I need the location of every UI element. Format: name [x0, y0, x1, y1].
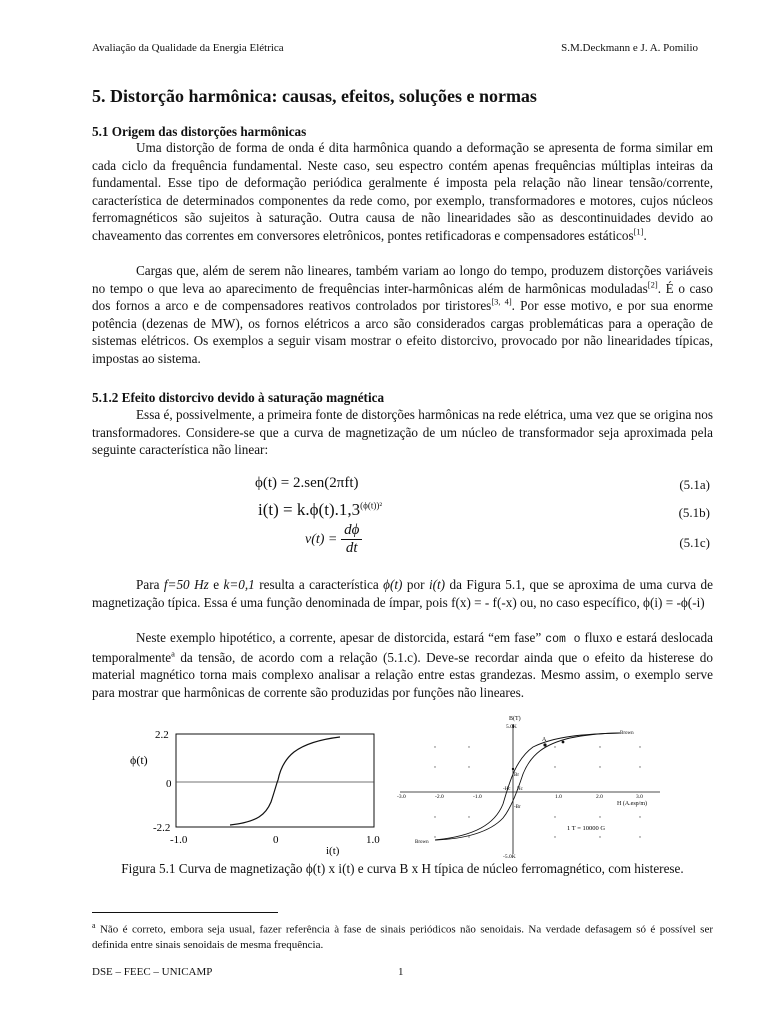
- equation-5-1b: $i(t) = k.\phi(t).1,3^{(\phi(t))^2}$: [258, 500, 383, 519]
- left-xtick-mid: 0: [273, 834, 279, 846]
- magnetization-curve-plot: [118, 722, 393, 857]
- hysteresis-xtick-2: -2.0: [435, 794, 444, 800]
- hysteresis-point-b: [562, 741, 565, 744]
- chapter-title: 5. Distorção harmônica: causas, efeitos, soluções e normas: [92, 86, 537, 106]
- hysteresis-xtick-1: -3.0: [397, 794, 406, 800]
- left-xtick-left: -1.0: [170, 834, 188, 846]
- left-ytick-mid: 0: [166, 778, 172, 790]
- page-number: 1: [398, 966, 404, 978]
- paragraph-loads: Cargas que, além de serem não lineares, também variam ao longo do tempo, produzem distorções variáveis no tempo o que leva ao aparecimento de frequências inter-harmônicas além de harmônicas moduladas[2]. É o caso dos fornos a arco e de compensadores reativos controlados por tiristores[3, 4]. Por esse motivo, e por sua enorme potência (dezenas de MW), os fornos elétricos a arco são considerados cargas problemáticas para a operação de sistemas elétricos. Os exemplos a seguir visam mostrar o efeito distorcivo, provocado por não linearidades típicas, impostas ao sistema.: [92, 263, 713, 366]
- equation-5-1a: ϕ(t) = 2.sen(2πft): [255, 475, 359, 491]
- hysteresis-xtick-4: 1.0: [555, 794, 562, 800]
- hysteresis-label-minus-hc: -Hc: [503, 787, 511, 792]
- hysteresis-ybottom: -5.0K: [503, 854, 516, 860]
- footnote: $^a$ Não é correto, embora seja usual, fazer referência à fase de sinais periódicos não senoidais. Na verdade defasagem só é possível ser definida entre sinais senoidais de mesma frequência.: [92, 921, 713, 951]
- hysteresis-lower-branch: [435, 733, 620, 840]
- hysteresis-xtick-6: 3.0: [636, 794, 643, 800]
- equation-number-5-1b: (5.1b): [678, 505, 710, 520]
- hysteresis-brown-top: Brown: [620, 731, 634, 736]
- footer-left: DSE – FEEC – UNICAMP: [92, 966, 213, 978]
- hysteresis-point-a: [543, 743, 546, 746]
- left-ytick-top: 2.2: [155, 729, 169, 741]
- running-header-left: Avaliação da Qualidade da Energia Elétrica: [92, 42, 284, 54]
- hysteresis-xtick-5: 2.0: [596, 794, 603, 800]
- footnote-separator: [92, 912, 278, 913]
- hysteresis-point-c: [512, 768, 514, 770]
- figure-caption: Figura 5.1 Curva de magnetização ϕ(t) x i(t) e curva B x H típica de núcleo ferromagnético, com histerese.: [121, 861, 684, 876]
- hysteresis-label-hc: Hc: [517, 787, 523, 792]
- hysteresis-label-minus-br: -Br: [514, 805, 521, 810]
- hysteresis-ylabel: B(T): [509, 716, 521, 722]
- paragraph-saturation: Essa é, possivelmente, a primeira fonte de distorções harmônicas na rede elétrica, uma vez que se origina nos transformadores. Considere-se que a curva de magnetização de um núcleo de transformador seja aproximada pela seguinte característica não linear:: [92, 407, 713, 457]
- section-heading-5-1: 5.1 Origem das distorções harmônicas: [92, 124, 307, 139]
- hysteresis-upper-branch: [435, 733, 620, 840]
- section-heading-5-1-2: 5.1.2 Efeito distorcivo devido à saturação magnética: [92, 390, 385, 405]
- hysteresis-ytop: 5.0K: [506, 724, 517, 730]
- equation-number-5-1c: (5.1c): [679, 535, 710, 550]
- hysteresis-xlabel: H (A.esp/m): [617, 801, 647, 807]
- hysteresis-label-br: Br: [514, 773, 519, 778]
- left-ytick-bottom: -2.2: [153, 822, 171, 834]
- magnetization-curve: [230, 737, 340, 825]
- hysteresis-xtick-3: -1.0: [473, 794, 482, 800]
- paragraph-origin: Uma distorção de forma de onda é dita harmônica quando a deformação se apresenta de forma similar em cada ciclo da frequência fundamental. Neste caso, seu espectro contém apenas frequências múltiplas inteiras da fundamental. Esse tipo de deformação periódica geralmente é imposta pela relação não linear tensão/corrente, característica de determinados componentes da rede como, por exemplo, transformadores e motores, cujos núcleos ferromagnéticos são sujeitos à saturação. Outra causa de não linearidades são as descontinuidades devido ao chaveamento das correntes em conversores eletrônicos, pontes retificadoras e compensadores estáticos[1].: [92, 140, 713, 243]
- left-plot-ylabel: ϕ(t): [130, 753, 148, 767]
- hysteresis-plot: [395, 712, 670, 860]
- equation-number-5-1a: (5.1a): [679, 477, 710, 492]
- hysteresis-label-a: A: [542, 737, 547, 743]
- hysteresis-unit-note: 1 T = 10000 G: [567, 825, 606, 832]
- paragraph-example: Para f=50 Hz e k=0,1 resulta a característica ϕ(t) por i(t) da Figura 5.1, que se aproxima de uma curva de magnetização típica. Essa é uma função denominada de ímpar, pois f(x) = - f(-x) ou, no caso específico, ϕ(i) = -ϕ(-i): [92, 577, 713, 610]
- left-xtick-right: 1.0: [366, 834, 380, 846]
- paragraph-hypothetical: Neste exemplo hipotético, a corrente, apesar de distorcida, estará “em fase” com o fluxo e estará deslocada temporalmente$^a$ da tensão, de acordo com a relação (5.1.c). Deve-se recordar ainda que o efeito da histerese do material magnético torna mais complexo analisar a relação entre estas grandezas. Mesmo assim, o exemplo serve para mostrar que harmônicas de corrente são produzidas por funções não lineares.: [92, 630, 713, 700]
- equation-5-1c: v(t) = $\frac{d\phi}{dt}$: [305, 522, 362, 557]
- hysteresis-brown-bottom: Brown: [415, 840, 429, 845]
- left-plot-xlabel: i(t): [326, 845, 340, 857]
- left-plot-frame: [176, 734, 374, 827]
- running-header-right: S.M.Deckmann e J. A. Pomilio: [561, 42, 698, 54]
